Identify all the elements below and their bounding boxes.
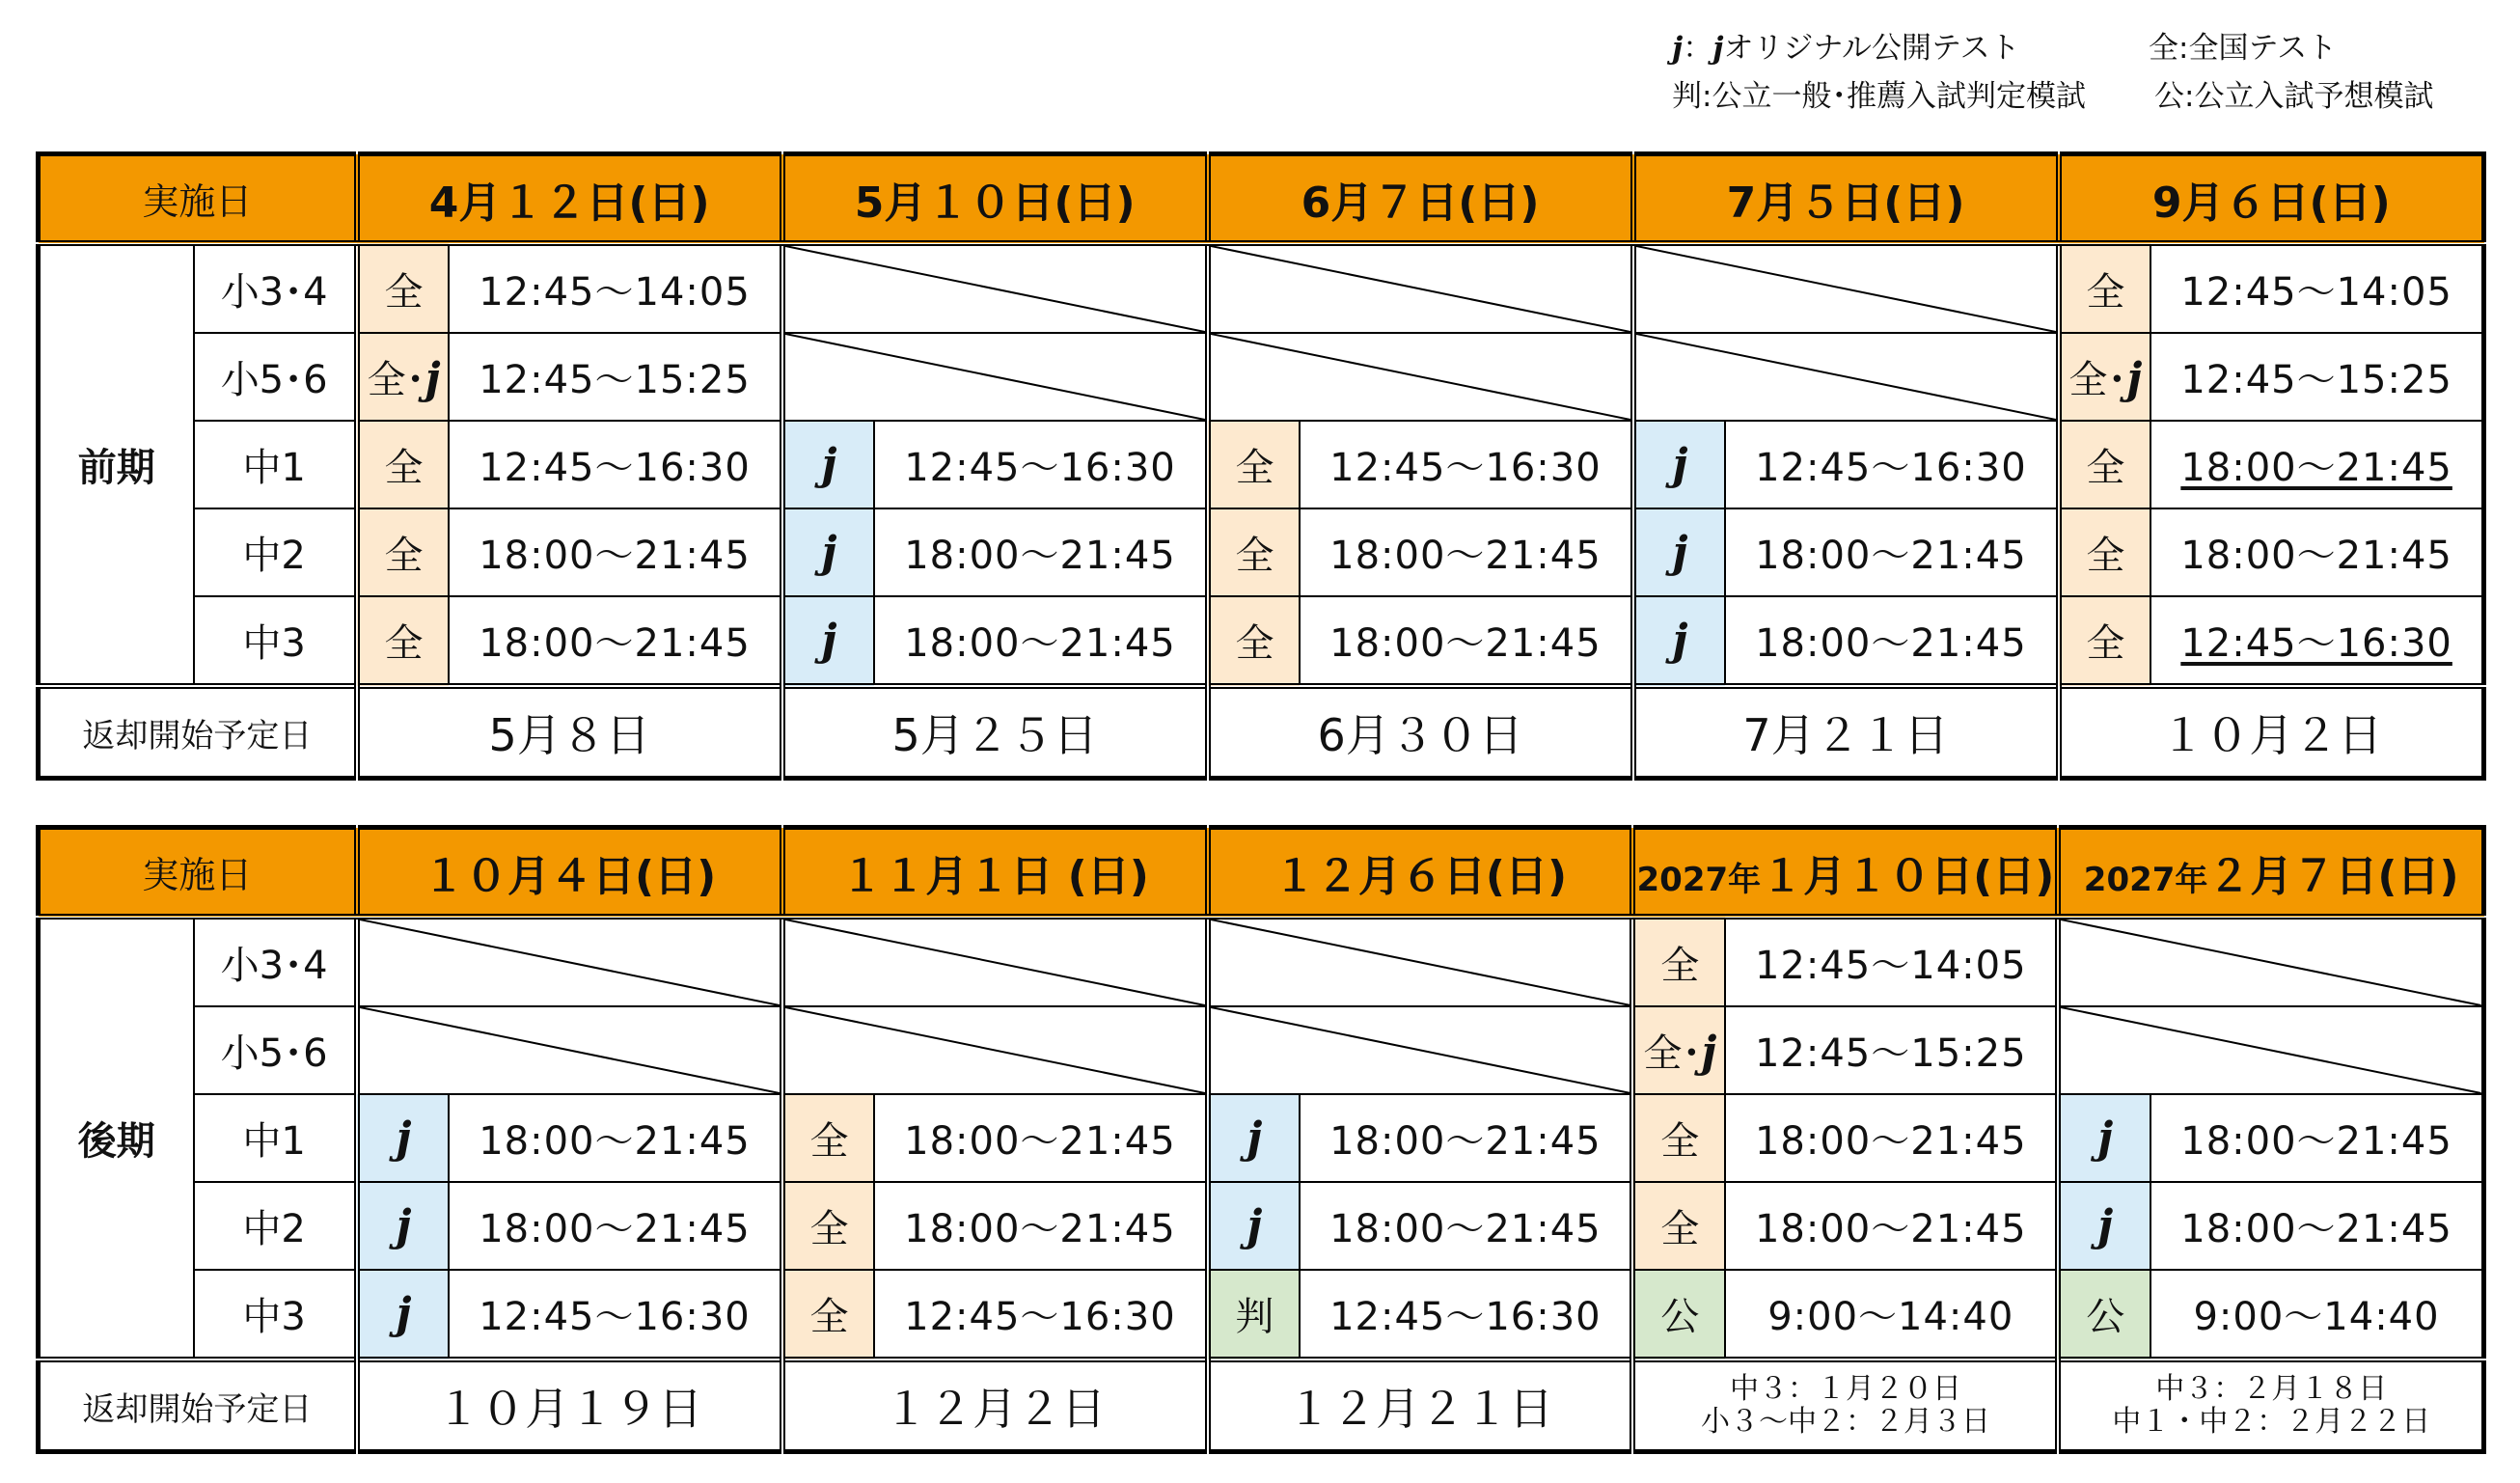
grade-label: 中1 <box>194 421 357 508</box>
diagonal-slash <box>1211 1007 1630 1093</box>
exam-time <box>1725 1270 2058 1359</box>
return-date: １０月１９日 <box>357 1359 782 1452</box>
exam-time <box>2150 243 2483 333</box>
return-date-line: 中１・中２：２月２２日 <box>2112 1405 2431 1439</box>
grade-row <box>39 1182 2484 1270</box>
exam-time <box>449 333 781 421</box>
test-type-mark: 判 <box>1208 1270 1301 1359</box>
exam-time-text: 18:00～21:45 <box>1329 1207 1602 1251</box>
mark-char: ･ <box>1682 1031 1702 1076</box>
exam-time-text: 18:00～21:45 <box>479 534 751 578</box>
j-mark-icon: j <box>1246 1113 1263 1163</box>
test-type-mark: 全 <box>1208 421 1301 508</box>
test-type-mark: 公 <box>1632 1270 1725 1359</box>
test-type-mark <box>782 596 875 686</box>
exam-time-text: 18:00～21:45 <box>2180 534 2452 578</box>
exam-time-text: 12:45～14:05 <box>1754 944 2027 988</box>
return-date: １２月２１日 <box>1208 1359 1633 1452</box>
exam-date: 4月１２日(日) <box>357 154 782 244</box>
exam-time-text: 18:00～21:45 <box>479 621 751 666</box>
exam-time-text: 18:00～21:45 <box>904 621 1176 666</box>
grade-label: 小3･4 <box>194 917 357 1006</box>
exam-time-text: 12:45～16:30 <box>479 446 751 490</box>
legend-zen: 全:全国テスト <box>2149 31 2338 66</box>
exam-time <box>449 421 781 508</box>
exam-time <box>1300 421 1632 508</box>
exam-time <box>1725 1006 2058 1094</box>
no-exam-cell <box>782 1006 1208 1094</box>
legend-j-desc: オリジナル公開テスト <box>1723 31 2020 66</box>
return-date-line: 小３～中２：２月３日 <box>1700 1405 1990 1439</box>
diagonal-slash <box>1211 920 1630 1005</box>
j-mark-icon: j <box>396 1201 412 1250</box>
exam-time <box>874 1094 1207 1182</box>
exam-time <box>2150 421 2483 508</box>
test-type-mark <box>782 508 875 596</box>
test-type-mark <box>2059 333 2151 421</box>
test-type-mark: 全 <box>782 1270 875 1359</box>
exam-time-text: 12:45～16:30 <box>1329 446 1602 490</box>
exam-time <box>1300 1094 1632 1182</box>
test-type-mark <box>1208 1094 1301 1182</box>
no-exam-cell <box>1208 917 1633 1006</box>
no-exam-cell <box>1208 1006 1633 1094</box>
exam-time <box>449 508 781 596</box>
test-type-mark <box>1633 508 1726 596</box>
exam-time <box>449 1094 781 1182</box>
exam-year: 2027年 <box>1636 860 1762 899</box>
grade-label: 小5･6 <box>194 333 357 421</box>
no-exam-cell <box>2058 917 2483 1006</box>
grade-label: 中2 <box>194 508 357 596</box>
test-type-mark: 全 <box>357 508 450 596</box>
exam-time <box>874 1182 1207 1270</box>
exam-time <box>2150 1182 2483 1270</box>
exam-time <box>1300 1270 1632 1359</box>
exam-date: １２月６日(日) <box>1208 828 1633 918</box>
mark-char: 全 <box>367 358 406 402</box>
exam-time-text: 12:45～16:30 <box>904 1295 1176 1339</box>
return-label: 返却開始予定日 <box>39 1359 357 1452</box>
exam-date: １０月４日(日) <box>357 828 782 918</box>
exam-time-text: 18:00～21:45 <box>1329 1119 1602 1164</box>
grade-row <box>39 333 2484 421</box>
j-mark-icon: j <box>1672 528 1688 577</box>
no-exam-cell <box>1633 333 2059 421</box>
exam-time <box>1725 917 2058 1006</box>
return-row <box>39 1359 2484 1452</box>
j-mark-icon: j <box>1246 1201 1263 1250</box>
exam-time <box>1300 508 1632 596</box>
j-mark-icon: j <box>821 528 837 577</box>
exam-time-text: 12:45～16:30 <box>2180 621 2452 666</box>
j-mark-icon: j <box>1712 31 1724 66</box>
exam-time <box>874 1270 1207 1359</box>
exam-time <box>2150 1094 2483 1182</box>
diagonal-slash <box>785 1007 1205 1093</box>
return-label: 返却開始予定日 <box>39 686 357 779</box>
exam-date: 5月１０日(日) <box>782 154 1208 244</box>
mark-char: ･ <box>2107 358 2127 402</box>
no-exam-cell <box>1633 243 2059 333</box>
return-date: １２月２日 <box>782 1359 1208 1452</box>
j-mark-icon: j <box>1701 1028 1717 1077</box>
exam-time-text: 18:00～21:45 <box>1755 534 2027 578</box>
j-mark-icon: j <box>2097 1113 2114 1163</box>
exam-time <box>449 596 781 686</box>
exam-year: 2027年 <box>2083 860 2208 899</box>
test-type-mark <box>357 1182 450 1270</box>
test-type-mark <box>1633 596 1726 686</box>
diagonal-slash <box>785 246 1205 332</box>
j-mark-icon: j <box>1672 440 1688 489</box>
exam-time <box>2150 596 2483 686</box>
exam-time-text: 12:45～16:30 <box>479 1295 751 1339</box>
header-row <box>39 828 2484 918</box>
no-exam-cell <box>1208 243 1633 333</box>
exam-time-text: 18:00～21:45 <box>904 1207 1176 1251</box>
no-exam-cell <box>357 917 782 1006</box>
exam-time <box>874 508 1207 596</box>
return-date: 5月２５日 <box>782 686 1208 779</box>
return-date: １０月２日 <box>2059 686 2484 779</box>
test-type-mark: 全 <box>2059 421 2151 508</box>
grade-label: 中3 <box>194 1270 357 1359</box>
legend-j: j：jオリジナル公開テスト <box>1672 31 2020 66</box>
no-exam-cell <box>1208 333 1633 421</box>
test-type-mark <box>2058 1094 2150 1182</box>
test-type-mark: 全 <box>357 421 450 508</box>
exam-date: 2027年２月７日(日) <box>2058 828 2483 918</box>
exam-time <box>2150 333 2483 421</box>
test-type-mark <box>1632 1006 1725 1094</box>
exam-time-text: 18:00～21:45 <box>1754 1207 2027 1251</box>
test-type-mark: 全 <box>1632 917 1725 1006</box>
diagonal-slash <box>1636 246 2056 332</box>
grade-label: 小5･6 <box>194 1006 357 1094</box>
exam-time-text: 18:00～21:45 <box>479 1207 751 1251</box>
exam-time-text: 12:45～16:30 <box>1755 446 2027 490</box>
diagonal-slash <box>785 334 1205 420</box>
exam-date: 7月５日(日) <box>1633 154 2059 244</box>
return-date: 5月８日 <box>357 686 782 779</box>
date-header-label: 実施日 <box>39 828 357 918</box>
j-mark-icon: j <box>2097 1201 2114 1250</box>
j-mark-icon: j <box>821 440 837 489</box>
schedule-table-first <box>36 151 2486 781</box>
grade-row <box>39 243 2484 333</box>
no-exam-cell <box>782 243 1208 333</box>
exam-time <box>1300 1182 1632 1270</box>
test-type-mark: 全 <box>1632 1094 1725 1182</box>
j-mark-icon: j <box>1672 31 1684 66</box>
exam-time-text: 18:00～21:45 <box>479 1119 751 1164</box>
exam-date: 6月７日(日) <box>1208 154 1633 244</box>
test-type-mark <box>782 421 875 508</box>
exam-date: 9月６日(日) <box>2059 154 2484 244</box>
test-type-mark <box>1208 1182 1301 1270</box>
return-date <box>2058 1359 2483 1452</box>
grade-label: 中3 <box>194 596 357 686</box>
j-mark-icon: j <box>396 1113 412 1163</box>
exam-time-text: 12:45～15:25 <box>479 358 751 402</box>
no-exam-cell <box>357 1006 782 1094</box>
no-exam-cell <box>782 917 1208 1006</box>
exam-time-text: 12:45～16:30 <box>904 446 1176 490</box>
grade-row <box>39 421 2484 508</box>
grade-row <box>39 1270 2484 1359</box>
exam-time-text: 12:45～15:25 <box>2180 358 2452 402</box>
mark-char: 全 <box>2068 358 2108 402</box>
exam-date: 2027年１月１０日(日) <box>1632 828 2058 918</box>
test-type-mark: 全 <box>1208 596 1301 686</box>
exam-time <box>449 243 781 333</box>
diagonal-slash <box>1636 334 2056 420</box>
test-type-mark <box>1633 421 1726 508</box>
j-mark-icon: j <box>2126 354 2143 403</box>
exam-time-text: 12:45～14:05 <box>479 270 751 315</box>
mark-char: ･ <box>405 358 425 402</box>
grade-label: 中2 <box>194 1182 357 1270</box>
diagonal-slash <box>2061 920 2481 1005</box>
test-type-mark: 全 <box>782 1182 875 1270</box>
grade-label: 中1 <box>194 1094 357 1182</box>
j-mark-icon: j <box>425 354 441 403</box>
exam-time-text: 18:00～21:45 <box>904 534 1176 578</box>
grade-row <box>39 1094 2484 1182</box>
date-header-label: 実施日 <box>39 154 357 244</box>
exam-time-text: 9:00～14:40 <box>1767 1295 2014 1339</box>
diagonal-slash <box>1211 246 1630 332</box>
legend-han: 判:公立一般･推薦入試判定模試 <box>1672 79 2086 114</box>
exam-time-text: 18:00～21:45 <box>1329 534 1602 578</box>
legend-ko: 公:公立入試予想模試 <box>2154 79 2434 114</box>
exam-time <box>1725 1182 2058 1270</box>
test-type-mark: 全 <box>782 1094 875 1182</box>
test-type-mark: 全 <box>357 596 450 686</box>
test-type-mark <box>357 1270 450 1359</box>
diagonal-slash <box>1211 334 1630 420</box>
return-date: 6月３０日 <box>1208 686 1633 779</box>
test-type-mark: 全 <box>357 243 450 333</box>
term-label: 後期 <box>39 917 194 1359</box>
return-date-line: 中３：１月２０日 <box>1729 1372 1961 1406</box>
exam-time-text: 12:45～16:30 <box>1329 1295 1602 1339</box>
term-label: 前期 <box>39 243 194 686</box>
exam-date: １１月１日 (日) <box>782 828 1208 918</box>
exam-time <box>874 596 1207 686</box>
exam-time-text: 18:00～21:45 <box>904 1119 1176 1164</box>
j-mark-icon: j <box>1672 616 1688 665</box>
exam-time <box>1725 1094 2058 1182</box>
exam-time <box>1725 421 2058 508</box>
schedule-table-second <box>36 825 2486 1454</box>
exam-time <box>1725 596 2058 686</box>
exam-time <box>1300 596 1632 686</box>
no-exam-cell <box>2058 1006 2483 1094</box>
test-type-mark <box>357 1094 450 1182</box>
test-type-mark: 全 <box>1632 1182 1725 1270</box>
diagonal-slash <box>360 1007 780 1093</box>
test-type-mark: 全 <box>2059 596 2151 686</box>
test-type-mark <box>2058 1182 2150 1270</box>
test-type-mark: 全 <box>1208 508 1301 596</box>
exam-time <box>449 1182 781 1270</box>
grade-row <box>39 596 2484 686</box>
grade-label: 小3･4 <box>194 243 357 333</box>
exam-time-text: 12:45～15:25 <box>1754 1031 2027 1076</box>
diagonal-slash <box>785 920 1205 1005</box>
exam-time <box>449 1270 781 1359</box>
mark-char: 全 <box>1643 1031 1683 1076</box>
exam-time <box>2150 1270 2483 1359</box>
return-date <box>1632 1359 2058 1452</box>
test-type-mark: 全 <box>2059 243 2151 333</box>
exam-time-text: 18:00～21:45 <box>1755 621 2027 666</box>
exam-time <box>2150 508 2483 596</box>
exam-time <box>874 421 1207 508</box>
exam-time-text: 18:00～21:45 <box>1754 1119 2027 1164</box>
grade-row <box>39 508 2484 596</box>
exam-time-text: 9:00～14:40 <box>2193 1295 2440 1339</box>
grade-row <box>39 1006 2484 1094</box>
j-mark-icon: j <box>821 616 837 665</box>
exam-time-text: 12:45～14:05 <box>2180 270 2452 315</box>
test-type-mark: 公 <box>2058 1270 2150 1359</box>
exam-time-text: 18:00～21:45 <box>2180 446 2452 490</box>
exam-time-text: 18:00～21:45 <box>2180 1119 2452 1164</box>
return-row <box>39 686 2484 779</box>
exam-time <box>1725 508 2058 596</box>
no-exam-cell <box>782 333 1208 421</box>
header-row <box>39 154 2484 244</box>
diagonal-slash <box>360 920 780 1005</box>
diagonal-slash <box>2061 1007 2481 1093</box>
j-mark-icon: j <box>396 1289 412 1338</box>
return-date-line: 中３：２月１８日 <box>2155 1372 2388 1406</box>
test-type-mark: 全 <box>2059 508 2151 596</box>
return-date: 7月２１日 <box>1633 686 2059 779</box>
exam-time-text: 18:00～21:45 <box>2180 1207 2452 1251</box>
test-type-mark <box>357 333 450 421</box>
grade-row <box>39 917 2484 1006</box>
exam-time-text: 18:00～21:45 <box>1329 621 1602 666</box>
